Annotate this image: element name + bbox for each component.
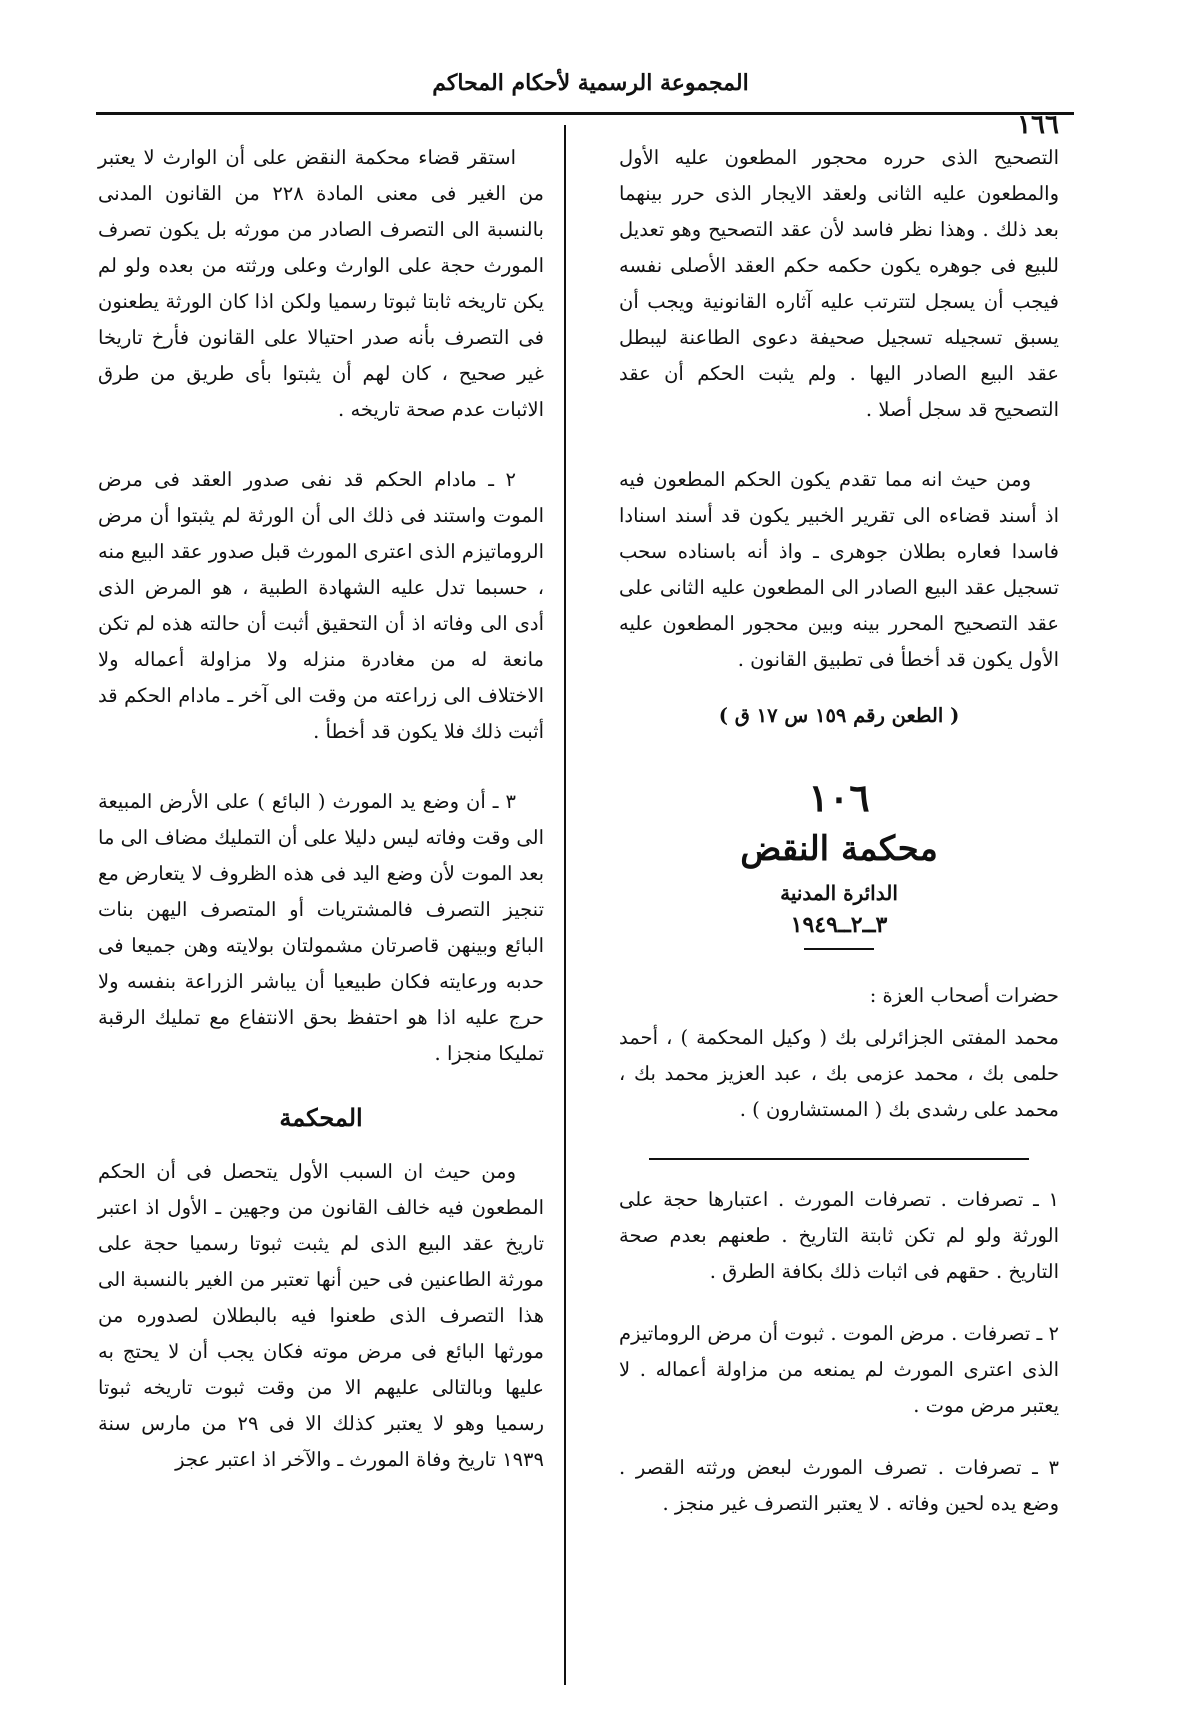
right-paragraph-2: ومن حيث انه مما تقدم يكون الحكم المطعون فيه اذ أسند قضاءه الى تقرير الخبير يكون قد أسند اسنادا فاسدا فعاره بطلان جوهرى ـ واذ أنه باسناده سحب تسجيل عقد البيع الصادر الى المطعون عليه الثانى على عقد التصحيح المحرر بينه وبين محجور المطعون عليه الأول يكون قد أخطأ فى تطبيق القانون . [619,468,1059,671]
right-column [619,140,1059,1548]
left-paragraph-3: ٣ ـ أن وضع يد المورث ( البائع ) على الأرض المبيعة الى وقت وفاته ليس دليلا على أن التمليك مضاف الى ما بعد الموت لأن وضع اليد فى هذه الظروف لا يتعارض مع تنجيز التصرف فالمشتريات أو المتصرف اليهن بنات البائع وبينهن قاصرتان مشمولتان بولايته وهن جميعا فى حدبه ورعايته فكان طبيعيا أن يباشر الزراعة بنفسه ولا حرج عليه اذا هو احتفظ بحق الانتفاع مع تمليك الرقبة تمليكا منجزا . [98,790,544,1065]
left-paragraph-2: ٢ ـ مادام الحكم قد نفى صدور العقد فى مرض الموت واستند فى ذلك الى أن الورثة لم يثبتوا أن مرض الروماتيزم الذى اعترى المورث قبل صدور عقد البيع منه ، حسبما تدل عليه الشهادة الطبية ، هو المرض الذى أدى الى وفاته اذ أن التحقيق أثبت أن حالته هذه لم تكن مانعة له من مغادرة منزله ولا مزاولة أعماله ولا الاختلاف الى زراعته من وقت الى آخر ـ مادام الحكم قد أثبت ذلك فلا يكون قد أخطأ . [98,468,544,743]
judges-intro: حضرات أصحاب العزة : [869,984,1059,1007]
date-rule [804,948,874,950]
left-paragraph-4: ومن حيث ان السبب الأول يتحصل فى أن الحكم المطعون فيه خالف القانون من وجهين ـ الأول اذ اعتبر تاريخ عقد البيع الذى لم يثبت ثبوتا رسميا حجة على مورثة الطاعنين فى حين أنها تعتبر من الغير بالنسبة الى هذا التصرف الذى طعنوا فيه بالبطلان لصدوره من مورثها البائع فى مرض موته فكان يجب أن لا يحتج به عليها وبالتالى عليهم الا من وقت ثبوت تاريخه ثبوتا رسميا وهو لا يعتبر كذلك الا فى ٢٩ من مارس سنة ١٩٣٩ تاريخ وفاة المورث ـ والآخر اذ اعتبر عجز [98,1160,544,1471]
left-column [98,140,544,1512]
page-number: ١٦٦ [1017,110,1059,140]
court-name: محكمة النقض [740,829,938,869]
judges-list: محمد المفتى الجزائرلى بك ( وكيل المحكمة ) ، أحمد حلمى بك ، محمد عزمى بك ، عبد العزيز محمد بك ، محمد على رشدى بك ( المستشارون ) . [619,1026,1059,1121]
judges-rule [649,1158,1029,1160]
column-divider [564,125,566,1685]
headnote-3: ٣ ـ تصرفات . تصرف المورث لبعض ورثته القصر . وضع يده لحين وفاته . لا يعتبر التصرف غير منجز . [619,1456,1059,1515]
header-rule [96,112,1074,115]
left-paragraph-1: استقر قضاء محكمة النقض على أن الوارث لا يعتبر من الغير فى معنى المادة ٢٢٨ من القانون المدنى بالنسبة الى التصرف الصادر من مورثه بل يكون تصرف المورث حجة على الوارث وعلى ورثته من بعده ولو لم يكن تاريخه ثابتا ثبوتا رسميا ولكن اذا كان الورثة يطعنون فى التصرف بأنه صدر احتيالا على القانون فأرخ تاريخا غير صحيح ، كان لهم أن يثبتوا بأى طريق من طرق الاثبات عدم صحة تاريخه . [98,146,544,421]
journal-title: المجموعة الرسمية لأحكام المحاكم [432,70,749,96]
section-heading: المحكمة [279,1103,363,1132]
headnote-1: ١ ـ تصرفات . تصرفات المورث . اعتبارها حجة على الورثة ولو لم تكن ثابتة التاريخ . طعنهم بعدم صحة التاريخ . حقهم فى اثبات ذلك بكافة الطرق . [619,1188,1059,1283]
headnote-2: ٢ ـ تصرفات . مرض الموت . ثبوت أن مرض الروماتيزم الذى اعترى المورث لم يمنعه من مزاولة أعماله . لا يعتبر مرض موت . [619,1322,1059,1417]
right-paragraph-1: التصحيح الذى حرره محجور المطعون عليه الأول والمطعون عليه الثانى ولعقد الايجار الذى حرر بينهما بعد ذلك . وهذا نظر فاسد لأن عقد التصحيح وهو تعديل للبيع فى جوهره يكون حكمه حكم العقد الأصلى نفسه فيجب أن يسجل لتترتب عليه آثاره القانونية ويجب أن يسبق تسجيله تسجيل صحيفة دعوى الطاعنة ليبطل عقد البيع الصادر اليها . ولم يثبت الحكم أن عقد التصحيح قد سجل أصلا . [619,146,1059,421]
decision-date: ٣ــ٢ــ١٩٤٩ [790,912,888,938]
appeal-citation: ( الطعن رقم ١٥٩ س ١٧ ق ) [718,704,960,727]
court-circuit: الدائرة المدنية [780,881,898,905]
case-number: ١٠٦ [808,775,870,820]
